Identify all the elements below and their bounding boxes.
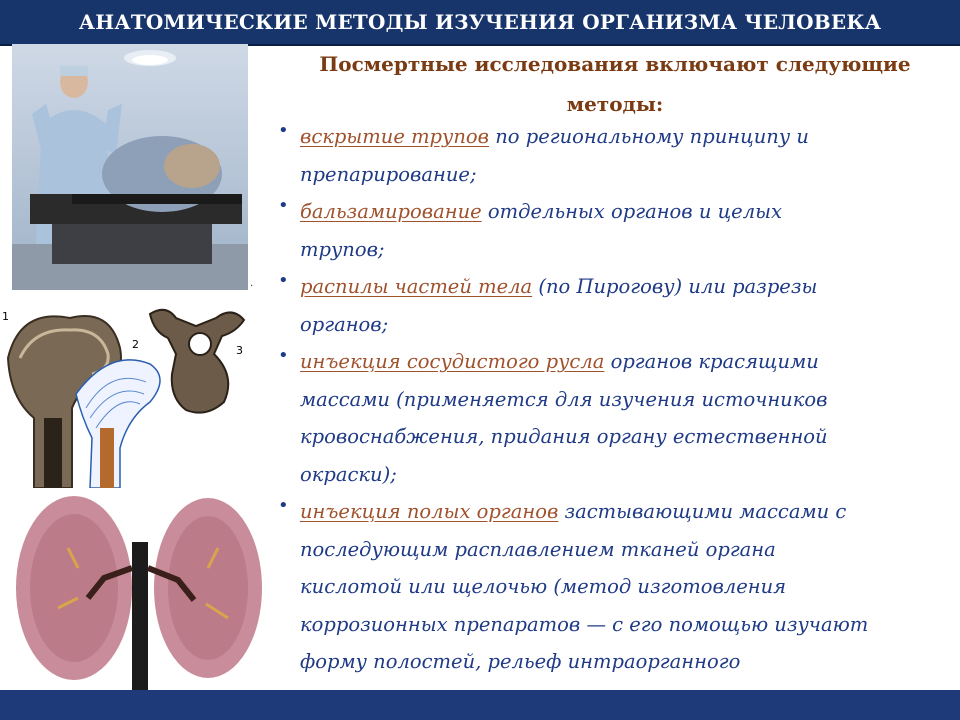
method-text-cont: препарирование;	[300, 162, 477, 186]
bullet-icon: •	[278, 345, 289, 366]
methods-list	[272, 118, 952, 718]
page-title: АНАТОМИЧЕСКИЕ МЕТОДЫ ИЗУЧЕНИЯ ОРГАНИЗМА ЧЕЛОВЕКА	[78, 10, 882, 34]
method-text-cont: трупов;	[300, 237, 385, 261]
method-text-cont: массами (применяется для изучения источников	[300, 387, 828, 411]
method-text-cont: кровоснабжения, придания органу естественной	[300, 425, 828, 448]
title-bar	[0, 0, 960, 46]
method-text: по региональному принципу и	[489, 125, 809, 148]
heading-line-2: методы:	[566, 92, 664, 116]
method-text-cont: органов;	[300, 312, 389, 336]
method-text-cont: последующим расплавлением тканей органа	[300, 537, 776, 561]
method-text: застывающими массами с	[558, 500, 847, 523]
method-text: отдельных органов и целых	[481, 200, 783, 223]
method-text-cont: кислотой или щелочью (метод изготовления	[300, 575, 787, 598]
bullet-icon: •	[278, 270, 289, 291]
bullet-icon: •	[278, 120, 289, 141]
bullet-icon: •	[278, 495, 289, 516]
method-term: бальзамирование	[300, 200, 482, 223]
photo-marker: .	[250, 278, 254, 289]
bullet-icon: •	[278, 195, 289, 216]
method-text-cont: коррозионных препаратов — с его помощью изучают	[300, 612, 869, 636]
method-text-cont: окраски);	[300, 462, 397, 486]
list-item	[272, 268, 952, 343]
list-item	[272, 343, 952, 493]
figure-label-1: 1	[2, 310, 9, 323]
section-heading	[270, 44, 960, 124]
method-text-cont: форму полостей, рельеф интраорганного	[300, 650, 741, 673]
method-text: органов красящими	[604, 350, 819, 373]
method-text: (по Пирогову) или разрезы	[532, 275, 818, 298]
method-term: распилы частей тела	[300, 275, 533, 298]
figure-label-2: 2	[132, 338, 139, 351]
list-item	[272, 118, 952, 193]
bone-sections-figure	[0, 298, 256, 488]
kidney-cast-figure	[8, 488, 266, 692]
autopsy-photo	[12, 44, 248, 290]
method-term: инъекция полых органов	[300, 500, 559, 523]
figure-label-3: 3	[236, 344, 243, 357]
list-item	[272, 193, 952, 268]
footer-bar	[0, 690, 960, 720]
method-term: инъекция сосудистого русла	[300, 350, 605, 373]
heading-line-1: Посмертные исследования включают следующие	[319, 52, 911, 76]
method-term: вскрытие трупов	[300, 125, 490, 148]
list-item	[272, 493, 952, 718]
